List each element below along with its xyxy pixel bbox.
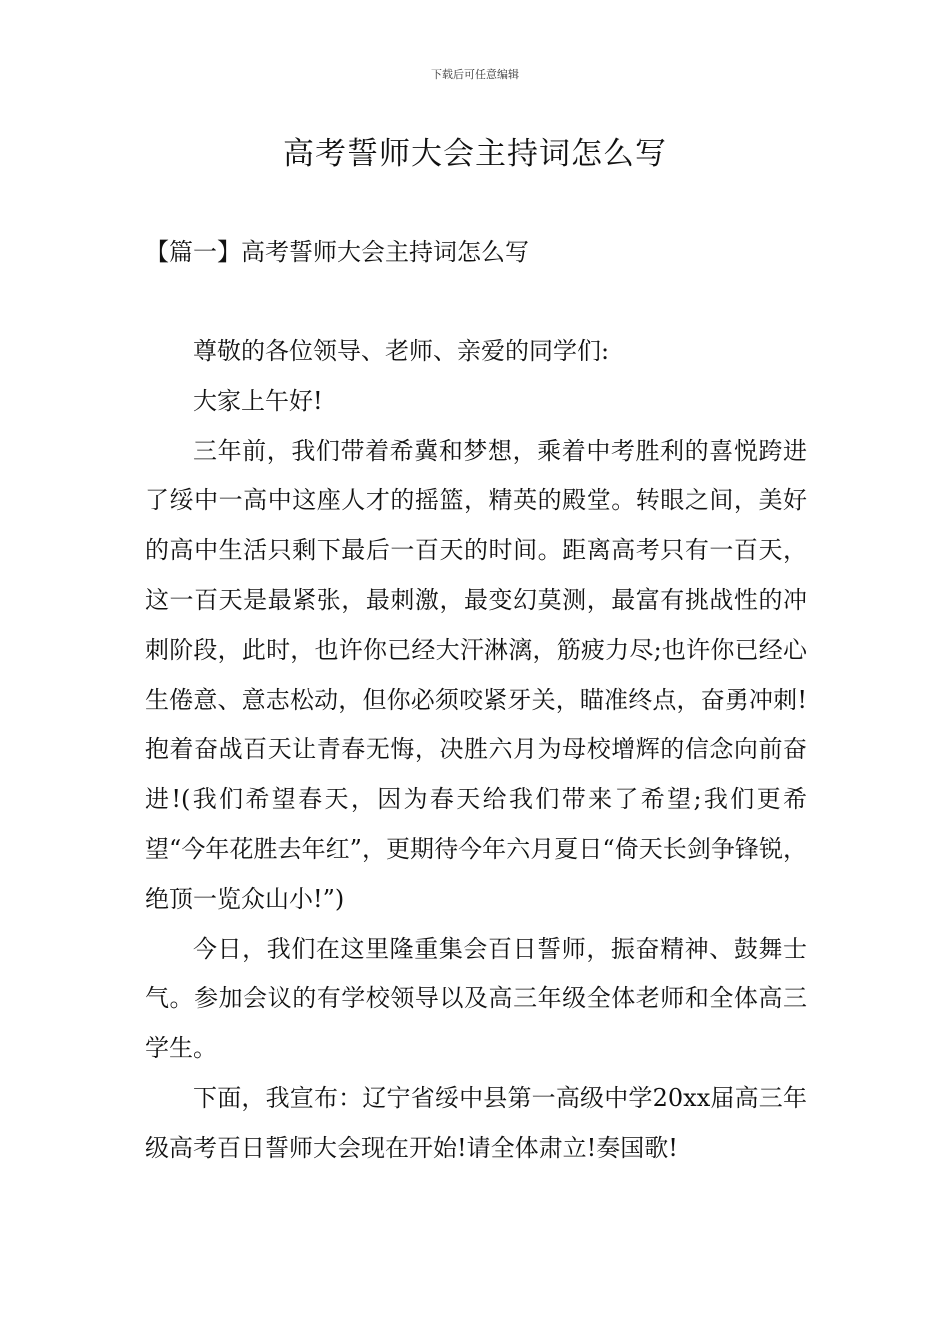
- greeting-paragraph: 大家上午好!: [193, 386, 323, 415]
- header-note: 下载后可任意编辑: [431, 68, 519, 81]
- assembly-paragraph: 今日，我们在这里隆重集会百日誓师，振奋精神、鼓舞士气。参加会议的有学校领导以及高三年级全体老师和全体高三学生。: [145, 934, 807, 1063]
- announcement-paragraph: 下面，我宣布：辽宁省绥中县第一高级中学20xx届高三年级高考百日誓师大会现在开始!请全体肃立!奏国歌!: [145, 1083, 807, 1162]
- document-title: 高考誓师大会主持词怎么写: [283, 136, 667, 172]
- body-text: [145, 327, 807, 1174]
- opening-paragraph: 三年前，我们带着希冀和梦想，乘着中考胜利的喜悦跨进了绥中一高中这座人才的摇篮，精英的殿堂。转眼之间，美好的高中生活只剩下最后一百天的时间。距离高考只有一百天，这一百天是最紧张，最刺激，最变幻莫测，最富有挑战性的冲刺阶段，此时，也许你已经大汗淋漓，筋疲力尽;也许你已经心生倦意、意志松动，但你必须咬紧牙关，瞄准终点，奋勇冲刺!抱着奋战百天让青春无悔，决胜六月为母校增辉的信念向前奋进!(我们希望春天，因为春天给我们带来了希望;我们更希望“今年花胜去年红”，更期待今年六月夏日“倚天长剑争锋锐，绝顶一览众山小!”): [145, 436, 807, 913]
- section-heading: 【篇一】高考誓师大会主持词怎么写: [145, 238, 529, 266]
- salutation-paragraph: 尊敬的各位领导、老师、亲爱的同学们:: [193, 337, 610, 365]
